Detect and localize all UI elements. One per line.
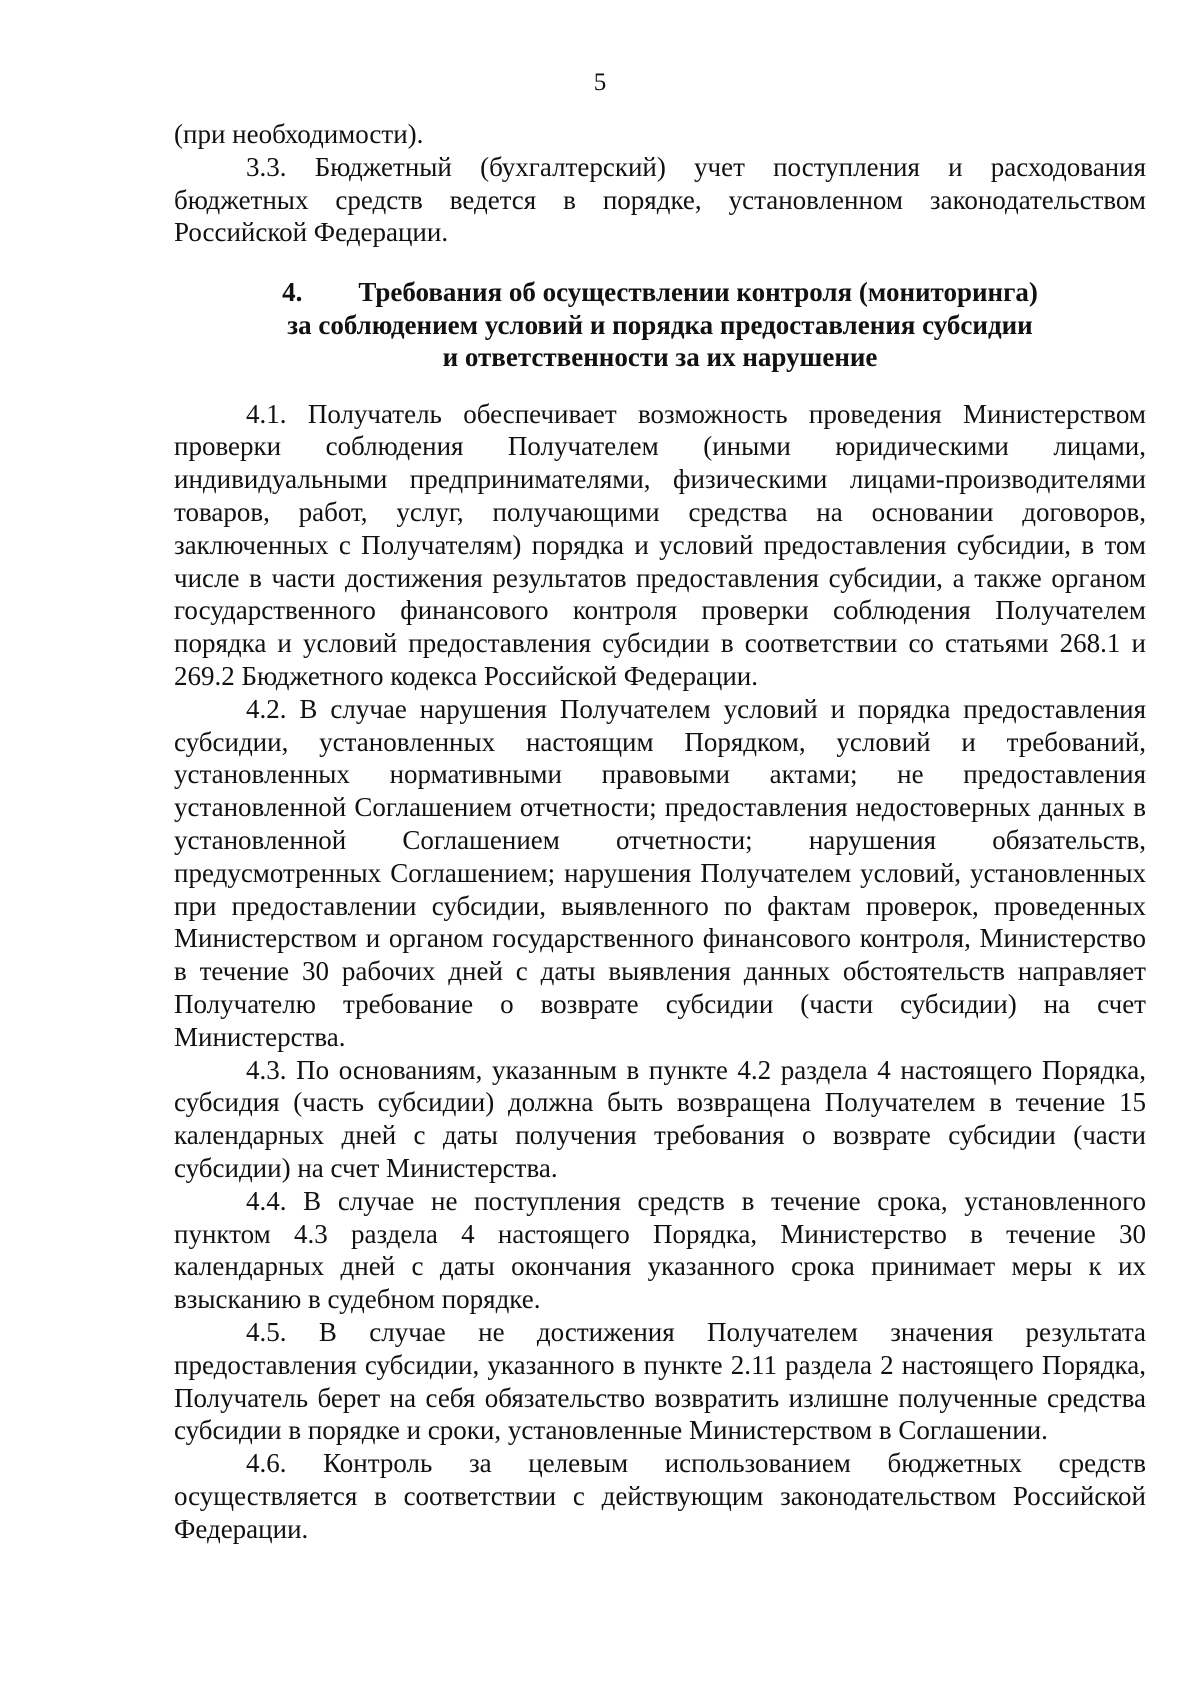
section-heading — [174, 276, 1146, 374]
document-body — [174, 118, 1146, 1546]
section-number: 4. — [282, 277, 303, 308]
paragraph-4-3: 4.3. По основаниям, указанным в пункте 4.2 раздела 4 настоящего Порядка, субсидия (часть субсидии) должна быть возвращена Получателем в течение 15 календарных дней с даты получения требования о возврате субсидии (части субсидии) на счет Министерства. — [174, 1054, 1146, 1184]
section-heading-line-1 — [174, 276, 1146, 309]
paragraph-4-5: 4.5. В случае не достижения Получателем значения результата предоставления субсидии, указанного в пункте 2.11 раздела 2 настоящего Порядка, Получатель берет на себя обязательство возвратить излишне полученные средства субсидии в порядке и сроки, установленные Министерством в Соглашении. — [174, 1317, 1146, 1446]
page-number: 5 — [593, 69, 607, 96]
paragraph-4-1: 4.1. Получатель обеспечивает возможность проведения Министерством проверки соблюдения Получателем (иными юридическими лицами, индивидуальными предпринимателями, физическими лицами-производителями товаров, работ, услуг, получающими средства на основании договоров, заключенных с Получателям) порядка и условий предоставления субсидии, в том числе в части достижения результатов предоставления субсидии, а также органом государственного финансового контроля проверки соблюдения Получателем порядка и условий предоставления субсидии в соответствии со статьями 268.1 и 269.2 Бюджетного кодекса Российской Федерации. — [174, 398, 1146, 692]
paragraph-3-3: 3.3. Бюджетный (бухгалтерский) учет поступления и расходования бюджетных средств ведется в порядке, установленном законодательством Российской Федерации. — [174, 151, 1146, 248]
paragraph-4-4: 4.4. В случае не поступления средств в течение срока, установленного пунктом 4.3 раздела 4 настоящего Порядка, Министерство в течение 30 календарных дней с даты окончания указанного срока принимает меры к их взысканию в судебном порядке. — [174, 1185, 1146, 1315]
paragraph-4-6: 4.6. Контроль за целевым использованием бюджетных средств осуществляется в соответствии с действующим законодательством Российской Федерации. — [174, 1448, 1146, 1544]
section-title-line-3: и ответственности за их нарушение — [442, 342, 878, 373]
paragraph-4-2: 4.2. В случае нарушения Получателем условий и порядка предоставления субсидии, установленных настоящим Порядком, условий и требований, установленных нормативными правовыми актами; не предоставления установленной Соглашением отчетности; предоставления недостоверных данных в установленной Соглашением отчетности; нарушения обязательств, предусмотренных Соглашением; нарушения Получателем условий, установленных при предоставлении субсидии, выявленного по фактам проверок, проведенных Министерством и органом государственного финансового контроля, Министерство в течение 30 рабочих дней с даты выявления данных обстоятельств направляет Получателю требование о возврате субсидии (части субсидии) на счет Министерства. — [174, 693, 1146, 1052]
section-title-line-2: за соблюдением условий и порядка предоставления субсидии — [287, 309, 1033, 340]
paragraph-continuation: (при необходимости). — [174, 119, 424, 149]
section-title-line-1: Требования об осуществлении контроля (мониторинга) — [358, 277, 1038, 308]
